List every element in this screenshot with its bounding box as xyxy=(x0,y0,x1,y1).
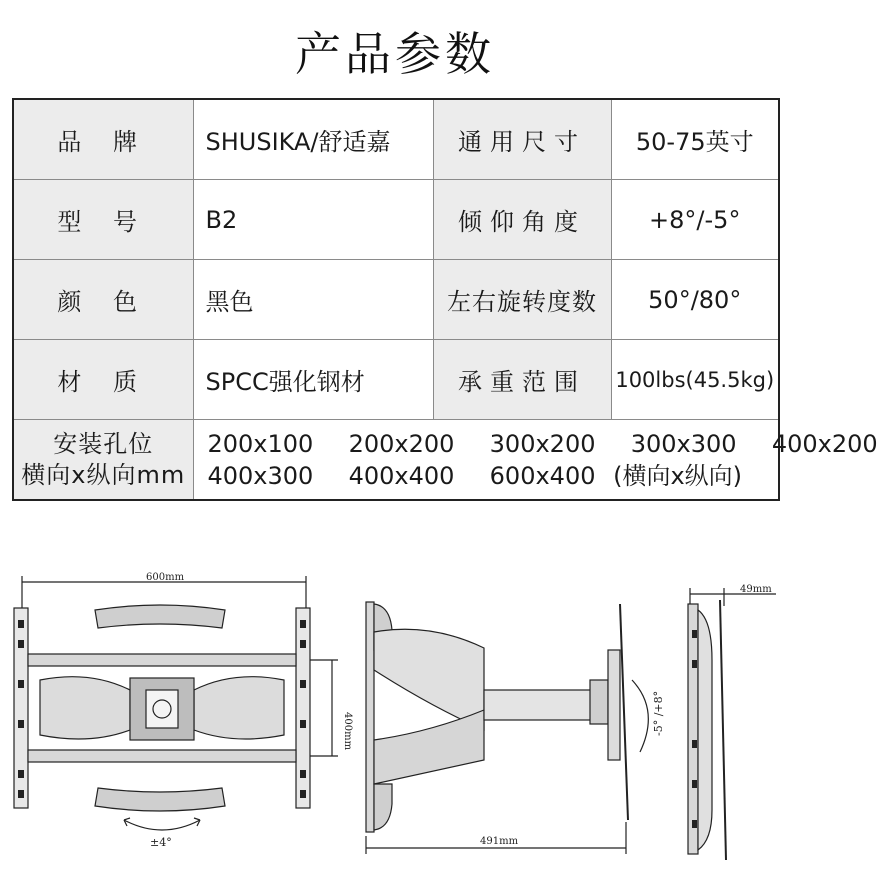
spec-row-brand xyxy=(13,99,779,180)
spec-label-color: 颜 色 xyxy=(13,260,193,340)
spec-value-size: 50-75英寸 xyxy=(611,99,779,180)
spec-label-mounting xyxy=(13,420,193,501)
dimension-width-label: 600mm xyxy=(146,572,185,583)
spec-value-material: SPCC强化钢材 xyxy=(193,340,433,420)
spec-row-material xyxy=(13,340,779,420)
page-title: 产品参数 xyxy=(295,27,495,81)
dimension-depth-label: 49mm xyxy=(740,584,772,595)
mounting-value-line2: 400x300 400x400 600x400 (横向x纵向) xyxy=(207,461,743,490)
spec-label-model: 型 号 xyxy=(13,180,193,260)
spec-value-mounting xyxy=(193,420,878,501)
spec-value-load: 100lbs(45.5kg) xyxy=(611,340,779,420)
spec-row-mounting xyxy=(13,420,779,501)
side-view-drawing xyxy=(366,602,648,854)
spec-label-tilt: 倾仰角度 xyxy=(433,180,611,260)
spec-value-swivel: 50°/80° xyxy=(611,260,779,340)
spec-value-brand: SHUSIKA/舒适嘉 xyxy=(193,99,433,180)
mounting-label-line2: 横向x纵向mm xyxy=(21,460,186,489)
mounting-label-line1: 安装孔位 xyxy=(53,429,154,458)
spec-value-model: B2 xyxy=(193,180,433,260)
technical-drawings xyxy=(0,540,790,894)
spec-value-tilt: +8°/-5° xyxy=(611,180,779,260)
spec-label-swivel: 左右旋转度数 xyxy=(433,260,611,340)
mounting-value-line1: 200x100 200x200 300x200 300x300 400x200 xyxy=(207,429,878,458)
spec-label-material: 材 质 xyxy=(13,340,193,420)
dimension-tilt-label: -5° /+8° xyxy=(652,690,665,736)
profile-view-drawing xyxy=(688,588,776,860)
front-view-drawing xyxy=(14,576,338,830)
spec-row-model xyxy=(13,180,779,260)
dimension-extension-label: 491mm xyxy=(480,836,519,847)
spec-row-color xyxy=(13,260,779,340)
spec-label-brand: 品 牌 xyxy=(13,99,193,180)
dimension-height-label: 400mm xyxy=(342,712,353,751)
dimension-swivel-label: ±4° xyxy=(150,836,172,849)
spec-label-size: 通用尺寸 xyxy=(433,99,611,180)
spec-label-load: 承重范围 xyxy=(433,340,611,420)
spec-table xyxy=(12,98,878,501)
spec-value-color: 黑色 xyxy=(193,260,433,340)
